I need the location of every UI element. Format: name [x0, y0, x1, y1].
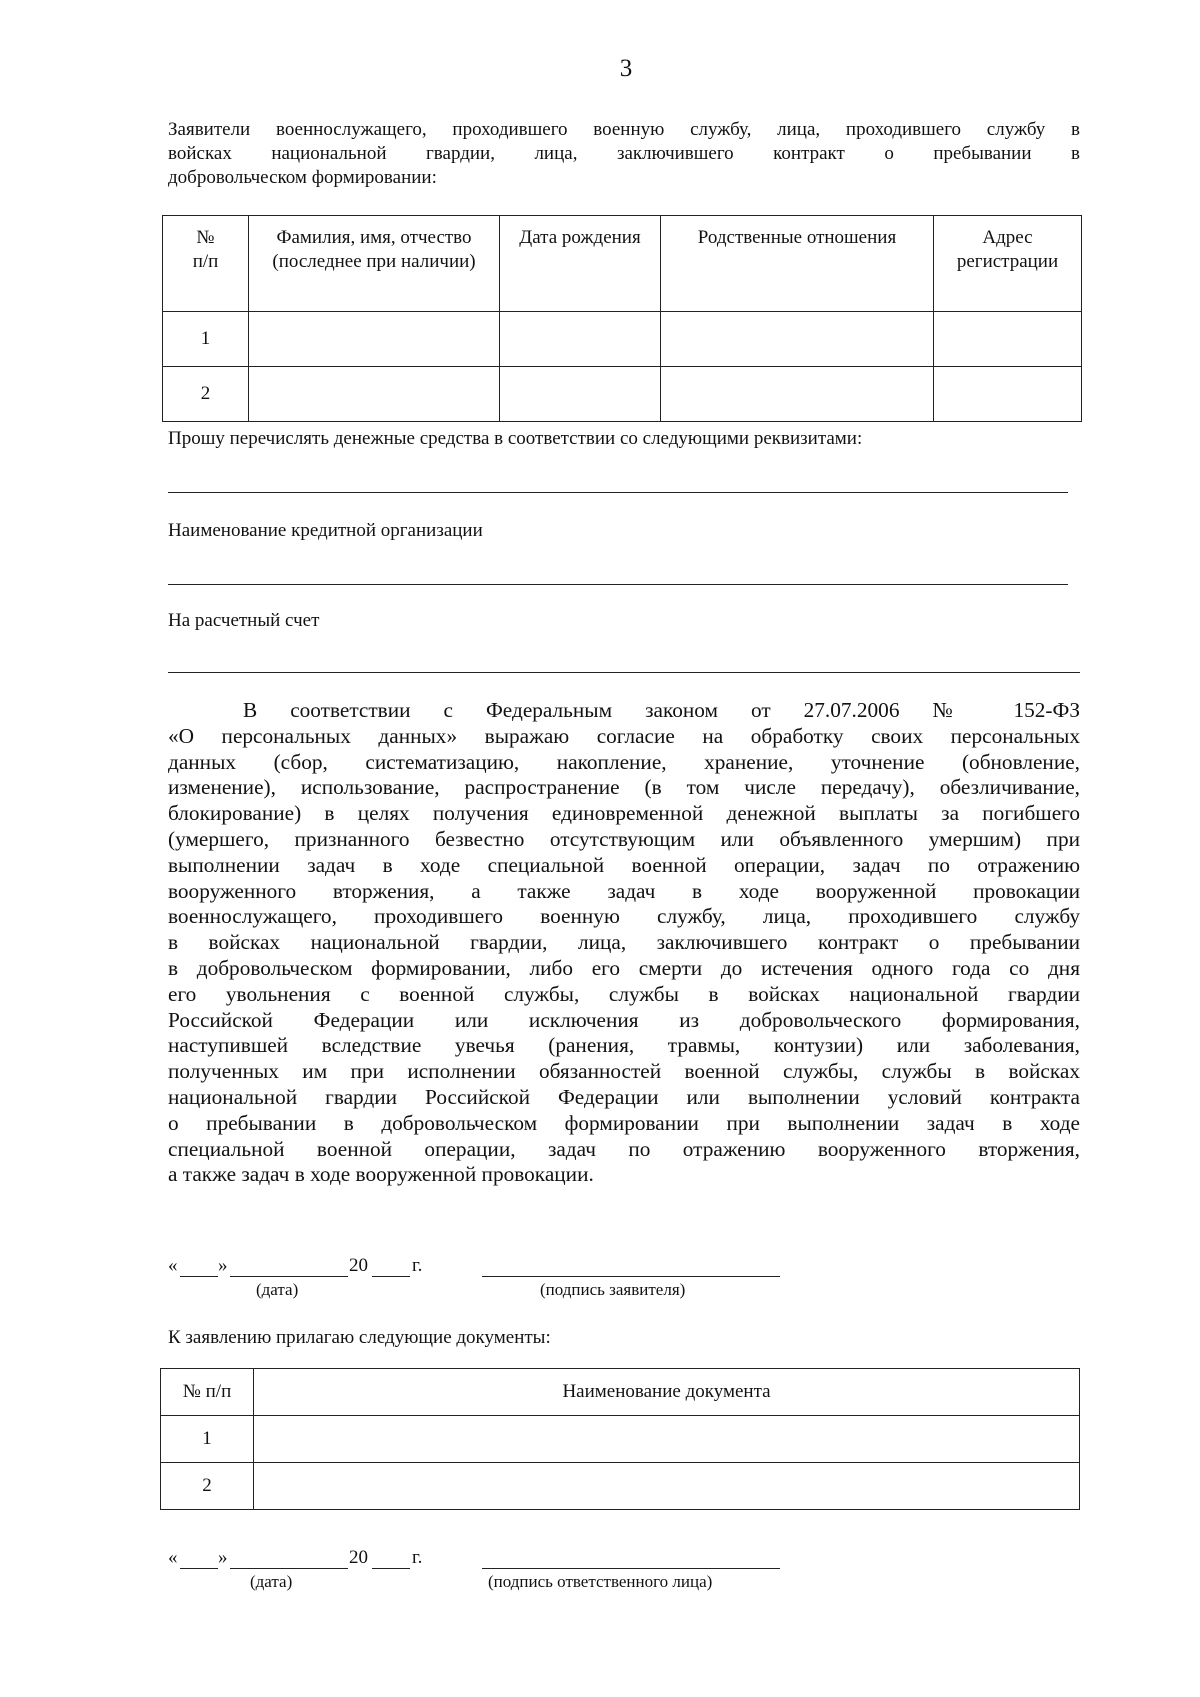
- consent-line: блокирование) в целях получения единовременной денежной выплаты за погибшего: [168, 801, 1080, 826]
- header-birth-date: Дата рождения: [500, 216, 661, 312]
- consent-line: в войсках национальной гвардии, лица, заключившего контракт о пребывании: [168, 930, 1080, 955]
- cell-birth-date[interactable]: [500, 367, 661, 422]
- date-year-prefix: 20: [349, 1547, 368, 1568]
- consent-line: полученных им при исполнении обязанностей военной службы, службы в войсках: [168, 1059, 1080, 1084]
- bank-request-text: Прошу перечислять денежные средства в соответствии со следующими реквизитами:: [168, 428, 863, 449]
- header-num: № п/п: [163, 216, 249, 312]
- intro-paragraph: [168, 118, 1080, 190]
- date-caption: (дата): [256, 1280, 299, 1299]
- credit-org-line[interactable]: [168, 584, 1068, 585]
- cell-relation[interactable]: [661, 367, 934, 422]
- account-label: На расчетный счет: [168, 610, 320, 631]
- cell-address[interactable]: [934, 312, 1082, 367]
- cell-relation[interactable]: [661, 312, 934, 367]
- table-row: [163, 312, 1082, 367]
- table-header-row: [163, 216, 1082, 312]
- date-open-quote: «: [168, 1547, 178, 1568]
- applicant-signature-caption: (подпись заявителя): [540, 1280, 686, 1299]
- intro-line: добровольческом формировании:: [168, 167, 437, 188]
- credit-org-label: Наименование кредитной организации: [168, 520, 483, 541]
- date-year-suffix: г.: [412, 1547, 423, 1568]
- date-month-line[interactable]: [230, 1276, 348, 1277]
- applicant-signature-line[interactable]: [482, 1276, 780, 1277]
- attachments-title: К заявлению прилагаю следующие документы:: [168, 1327, 551, 1348]
- consent-line: (умершего, признанного безвестно отсутствующим или объявленного умершим) при: [168, 826, 1080, 851]
- consent-line: в добровольческом формировании, либо его смерти до истечения одного года со дня: [168, 955, 1080, 980]
- cell-address[interactable]: [934, 367, 1082, 422]
- consent-line: его увольнения с военной службы, службы в войсках национальной гвардии: [168, 981, 1080, 1006]
- consent-line: вооруженного вторжения, а также задач в ходе вооруженной провокации: [168, 878, 1080, 903]
- consent-line: о пребывании в добровольческом формировании при выполнении задач в ходе: [168, 1110, 1080, 1135]
- applicants-table: [162, 215, 1082, 422]
- cell-doc-name[interactable]: [254, 1416, 1080, 1463]
- consent-line: данных (сбор, систематизацию, накопление, хранение, уточнение (обновление,: [168, 749, 1080, 774]
- header-address: Адрес регистрации: [934, 216, 1082, 312]
- consent-line: специальной военной операции, задач по отражению вооруженного вторжения,: [168, 1136, 1080, 1161]
- consent-line: а также задач в ходе вооруженной провокации.: [168, 1162, 594, 1187]
- date-open-quote: «: [168, 1255, 178, 1276]
- row-num: 1: [161, 1416, 254, 1463]
- cell-doc-name[interactable]: [254, 1463, 1080, 1510]
- responsible-signature-caption: (подпись ответственного лица): [488, 1572, 713, 1591]
- cell-full-name[interactable]: [249, 367, 500, 422]
- consent-line: наступившей вследствие увечья (ранения, травмы, контузии) или заболевания,: [168, 1033, 1080, 1058]
- row-num: 1: [163, 312, 249, 367]
- date-caption: (дата): [250, 1572, 293, 1591]
- table-row: [161, 1463, 1080, 1510]
- row-num: 2: [163, 367, 249, 422]
- table-header-row: [161, 1369, 1080, 1416]
- header-relation: Родственные отношения: [661, 216, 934, 312]
- intro-line: Заявители военнослужащего, проходившего военную службу, лица, проходившего службу в: [168, 119, 1080, 140]
- consent-paragraph: [168, 698, 1080, 1188]
- page-number: 3: [619, 55, 633, 82]
- date-year-prefix: 20: [349, 1255, 368, 1276]
- bank-details-line[interactable]: [168, 492, 1068, 493]
- consent-line: «О персональных данных» выражаю согласие на обработку своих персональных: [168, 723, 1080, 748]
- cell-birth-date[interactable]: [500, 312, 661, 367]
- date-day-line[interactable]: [180, 1568, 218, 1569]
- date-day-line[interactable]: [180, 1276, 218, 1277]
- header-doc-name: Наименование документа: [254, 1369, 1080, 1416]
- consent-line: военнослужащего, проходившего военную службу, лица, проходившего службу: [168, 904, 1080, 929]
- row-num: 2: [161, 1463, 254, 1510]
- header-doc-num: № п/п: [161, 1369, 254, 1416]
- date-year-suffix: г.: [412, 1255, 423, 1276]
- header-full-name: Фамилия, имя, отчество (последнее при наличии): [249, 216, 500, 312]
- responsible-signature-line[interactable]: [482, 1568, 780, 1569]
- account-line[interactable]: [168, 672, 1080, 673]
- date-year-line[interactable]: [372, 1276, 410, 1277]
- date-close-quote: »: [218, 1255, 228, 1276]
- consent-line: национальной гвардии Российской Федерации или выполнении условий контракта: [168, 1084, 1080, 1109]
- cell-full-name[interactable]: [249, 312, 500, 367]
- table-row: [163, 367, 1082, 422]
- date-year-line[interactable]: [372, 1568, 410, 1569]
- consent-line: В соответствии с Федеральным законом от 27.07.2006 № 152-ФЗ: [243, 698, 1080, 722]
- intro-line: войсках национальной гвардии, лица, заключившего контракт о пребывании в: [168, 143, 1080, 164]
- date-close-quote: »: [218, 1547, 228, 1568]
- attachments-table: [160, 1368, 1080, 1510]
- consent-line: Российской Федерации или исключения из добровольческого формирования,: [168, 1007, 1080, 1032]
- date-month-line[interactable]: [230, 1568, 348, 1569]
- consent-line: выполнении задач в ходе специальной военной операции, задач по отражению: [168, 852, 1080, 877]
- table-row: [161, 1416, 1080, 1463]
- consent-line: изменение), использование, распространение (в том числе передачу), обезличивание,: [168, 775, 1080, 800]
